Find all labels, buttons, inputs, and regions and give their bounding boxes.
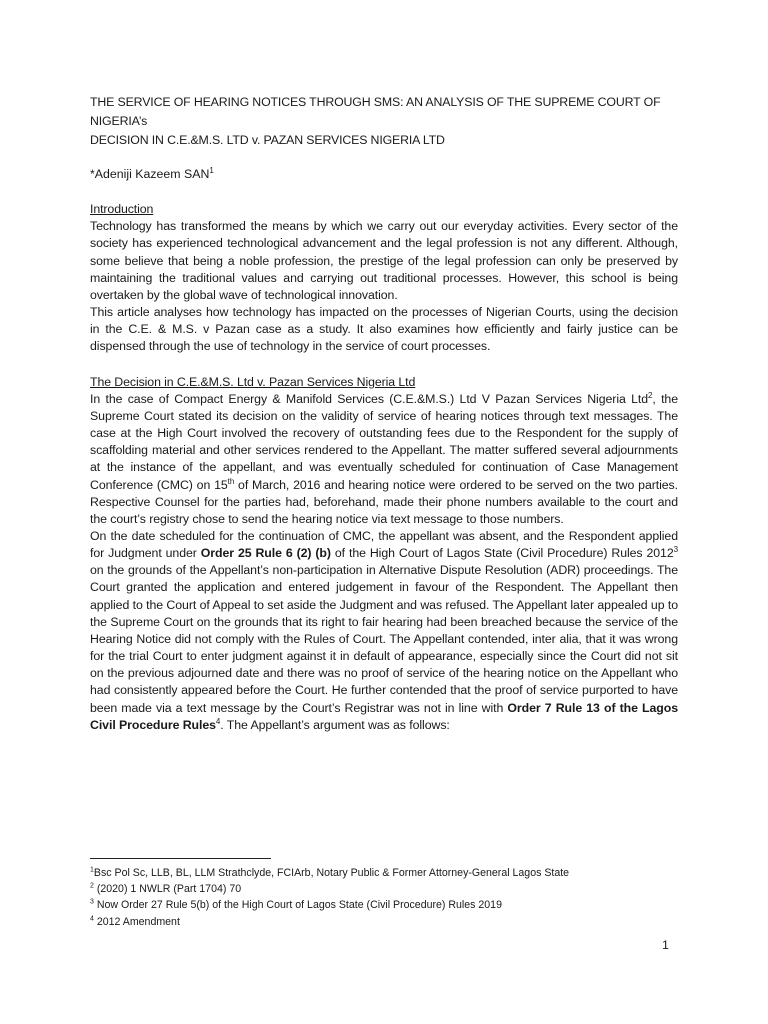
- decision-p2-text-c: on the grounds of the Appellant’s non-participation in Alternative Dispute Resolution (ADR) proceedings. The Court granted the application and entered judgement in favour of the Respondent. The Appellant then applied to the Court of Appeal to set aside the Judgment and was refused. The Appellant later appealed up to the Supreme Court on the grounds that its right to fair hearing had been breached because the service of the Hearing Notice did not comply with the Rules of Court. The Appellant contended, inter alia, that it was wrong for the trial Court to enter judgment against it in default of appearance, especially since the Court did not sit on the previous adjourned date and there was no proof of service of the hearing notice on the Appellant who had consistently appeared before the Court. He further contended that the proof of service purported to have been made via a text message by the Court’s Registrar was not in line with: [90, 563, 678, 715]
- decision-p2-text-b: of the High Court of Lagos State (Civil Procedure) Rules 2012: [330, 546, 674, 561]
- footnote-separator: [90, 858, 271, 859]
- footnote-3: [90, 897, 678, 913]
- author-name: *Adeniji Kazeem SAN: [90, 167, 210, 181]
- decision-p2-text-d: . The Appellant’s argument was as follows:: [220, 717, 450, 732]
- footnote-2: [90, 881, 678, 897]
- ordinal-suffix: th: [227, 476, 235, 486]
- introduction-heading: Introduction: [90, 202, 154, 217]
- footnote-4-text: 2012 Amendment: [93, 915, 180, 928]
- footnote-4: [90, 914, 678, 930]
- decision-paragraph-1: [90, 391, 678, 528]
- decision-heading: The Decision in C.E.&M.S. Ltd v. Pazan Services Nigeria Ltd: [90, 374, 416, 389]
- intro-paragraph-2: This article analyses how technology has impacted on the processes of Nigerian Courts, using the decision in the C.E. & M.S. v Pazan case as a study. It also examines how efficiently and fairly justice can be dispensed through the use of technology in the service of court processes.: [90, 305, 678, 354]
- title-line-1: THE SERVICE OF HEARING NOTICES THROUGH SMS: AN ANALYSIS OF THE SUPREME COURT OF NIGERIA’s: [90, 95, 661, 128]
- document-title: [90, 93, 678, 150]
- footnote-4-mark: 4: [90, 915, 94, 923]
- footnote-mark-4: 4: [215, 716, 221, 726]
- footnote-mark-2: 2: [648, 390, 653, 400]
- decision-p1-text-a: In the case of Compact Energy & Manifold Services (C.E.&M.S.) Ltd V Pazan Services Nigeria Ltd: [90, 391, 649, 406]
- decision-p1-text-c: of March, 2016 and hearing notice were ordered to be served on the two parties. Respective Counsel for the parties had, beforehand, made their phone numbers available to the court and the court’s registry chose to send the hearing notice via text message to those numbers.: [90, 477, 679, 526]
- page-number: 1: [662, 938, 669, 952]
- footnote-1: [90, 865, 678, 881]
- author-line: [90, 166, 678, 183]
- main-content: [90, 93, 678, 734]
- intro-paragraph-1: Technology has transformed the means by which we carry out our everyday activities. Every sector of the society has experienced technological advancement and the legal profession is not any different. Although, some believe that being a noble profession, the prestige of the legal profession can only be preserved by maintaining the traditional values and carrying out traditional processes. However, this school is being overtaken by the global wave of technological innovation.: [90, 219, 678, 302]
- footnote-3-mark: 3: [90, 898, 94, 906]
- footnote-1-mark: 1: [90, 866, 94, 874]
- decision-paragraph-2: [90, 528, 678, 734]
- footnotes: [90, 865, 678, 930]
- decision-p1-text-b: , the Supreme Court stated its decision on the validity of service of hearing notices through text messages. The case at the High Court involved the recovery of outstanding fees due to the Respondent for the supply of scaffolding material and other services rendered to the Appellant. The matter suffered several adjournments at the instance of the appellant, and was eventually scheduled for continuation of Case Management Conference (CMC) on 15: [90, 391, 679, 492]
- order-25-reference: Order 25 Rule 6 (2) (b): [200, 546, 331, 561]
- order-7-reference: Order 7 Rule 13 of the Lagos Civil Procedure Rules: [90, 700, 679, 732]
- footnote-2-text: (2020) 1 NWLR (Part 1704) 70: [93, 883, 242, 896]
- author-footnote-mark: 1: [209, 165, 214, 175]
- footnote-3-text: Now Order 27 Rule 5(b) of the High Court of Lagos State (Civil Procedure) Rules 2019: [93, 899, 502, 912]
- footnote-1-text: Bsc Pol Sc, LLB, BL, LLM Strathclyde, FCIArb, Notary Public & Former Attorney-General Lagos State: [93, 867, 570, 879]
- decision-p2-text-a: On the date scheduled for the continuation of CMC, the appellant was absent, and the Respondent applied for Judgment under: [90, 528, 678, 561]
- footnote-mark-3: 3: [673, 545, 678, 555]
- title-line-2: DECISION IN C.E.&M.S. LTD v. PAZAN SERVICES NIGERIA LTD: [90, 133, 445, 147]
- footnote-2-mark: 2: [90, 882, 94, 890]
